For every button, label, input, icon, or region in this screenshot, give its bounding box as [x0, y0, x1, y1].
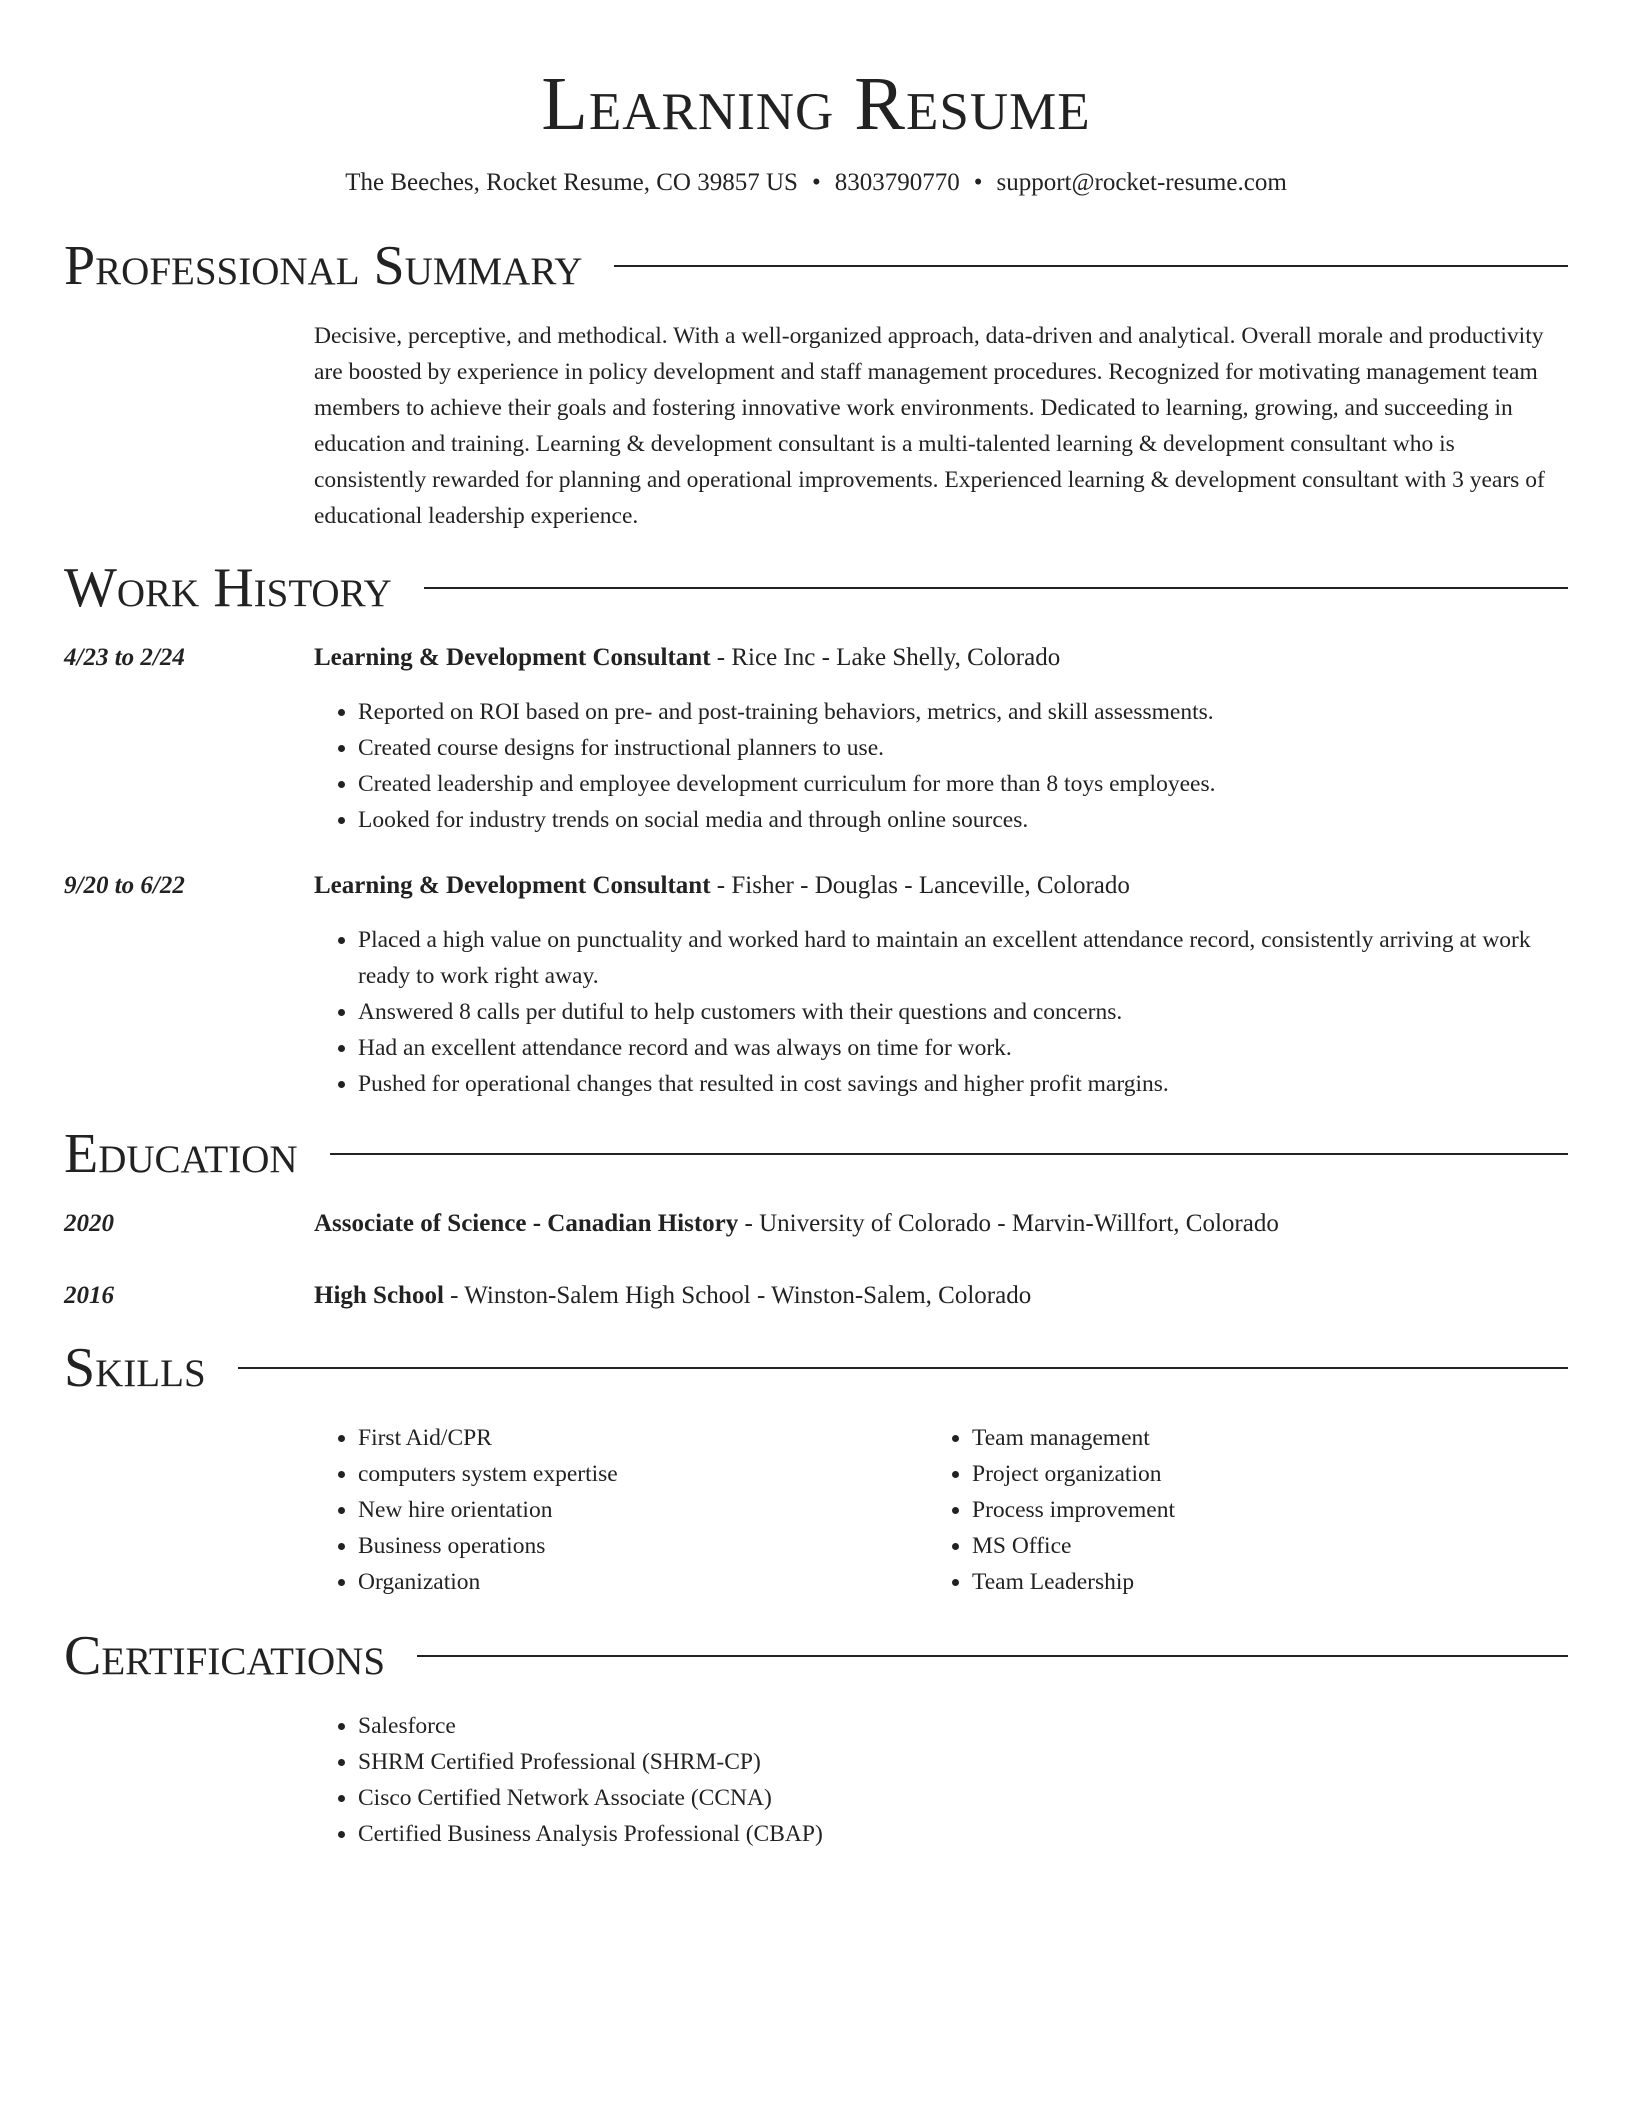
skills-heading: Skills — [64, 1337, 206, 1399]
skill-item: • Process improvement — [972, 1492, 1542, 1528]
skills-section-header — [64, 1336, 1568, 1400]
education-entry — [64, 1206, 1568, 1242]
education-degree: High School — [314, 1282, 444, 1309]
skill-item: • Team Leadership — [972, 1564, 1542, 1600]
section-divider — [614, 265, 1568, 267]
skill-item: • Organization — [358, 1564, 928, 1600]
skill-item: • Team management — [972, 1420, 1542, 1456]
skill-item: • New hire orientation — [358, 1492, 928, 1528]
contact-address: The Beeches, Rocket Resume, CO 39857 US — [345, 169, 798, 196]
job-bullet: • Created course designs for instructional planners to use. — [358, 730, 1568, 766]
job-bullet: • Placed a high value on punctuality and worked hard to maintain an excellent attendance record, consistently arriving at work ready to work right away. — [358, 922, 1568, 994]
job-body — [314, 868, 1568, 1102]
job-bullet: • Pushed for operational changes that resulted in cost savings and higher profit margins. — [358, 1066, 1568, 1102]
skills-grid — [314, 1420, 1568, 1600]
skill-item: • MS Office — [972, 1528, 1542, 1564]
education-year: 2020 — [64, 1210, 114, 1237]
education-entry — [64, 1278, 1568, 1314]
contact-separator: • — [973, 169, 983, 196]
certifications-list — [314, 1708, 1568, 1852]
job-title: Learning & Development Consultant — [314, 872, 711, 899]
job-details: - Rice Inc - Lake Shelly, Colorado — [710, 644, 1061, 671]
job-bullets — [314, 694, 1568, 838]
education-title-line — [314, 1206, 1279, 1242]
contact-separator: • — [811, 169, 821, 196]
job-title-line — [314, 640, 1568, 676]
job-bullets — [314, 922, 1568, 1102]
summary-text: Decisive, perceptive, and methodical. With a well-organized approach, data-driven and analytical. Overall morale and productivity are boosted by experience in policy development and staff management procedures. Recognized for motivating management team members to achieve their goals and fostering innovative work environments. Dedicated to learning, growing, and succeeding in education and training. Learning & development consultant is a multi-talented learning & development consultant who is consistently rewarded for planning and operational improvements. Experienced learning & development consultant with 3 years of educational leadership experience. — [314, 323, 1545, 529]
job-title: Learning & Development Consultant — [314, 644, 711, 671]
education-details: - Winston-Salem High School - Winston-Salem, Colorado — [443, 1282, 1032, 1309]
job-bullet: • Looked for industry trends on social media and through online sources. — [358, 802, 1568, 838]
section-divider — [238, 1367, 1568, 1369]
contact-phone: 8303790770 — [834, 169, 960, 196]
skill-item: • Project organization — [972, 1456, 1542, 1492]
job-bullet: • Had an excellent attendance record and was always on time for work. — [358, 1030, 1568, 1066]
certifications-heading: Certifications — [64, 1625, 386, 1687]
section-divider — [417, 1655, 1568, 1657]
certification-item: • Salesforce — [358, 1708, 1568, 1744]
summary-heading: Professional Summary — [64, 235, 583, 297]
education-degree: Associate of Science - Canadian History — [314, 1210, 739, 1237]
education-title-line — [314, 1278, 1031, 1314]
job-title-line — [314, 868, 1568, 904]
skill-item: • Business operations — [358, 1528, 928, 1564]
job-entry — [64, 640, 1568, 838]
job-bullet: • Reported on ROI based on pre- and post-training behaviors, metrics, and skill assessments. — [358, 694, 1568, 730]
certifications-block — [314, 1708, 1568, 1852]
work-heading: Work History — [64, 557, 392, 619]
education-details: - University of Colorado - Marvin-Willfort, Colorado — [738, 1210, 1279, 1237]
education-heading: Education — [64, 1123, 298, 1185]
contact-line — [64, 166, 1568, 200]
certification-item: • Cisco Certified Network Associate (CCNA) — [358, 1780, 1568, 1816]
certification-item: • SHRM Certified Professional (SHRM-CP) — [358, 1744, 1568, 1780]
resume-name: Learning Resume — [541, 62, 1091, 146]
job-details: - Fisher - Douglas - Lanceville, Colorado — [710, 872, 1130, 899]
skills-list-right — [928, 1420, 1542, 1600]
summary-section-header — [64, 234, 1568, 298]
education-year: 2016 — [64, 1282, 114, 1309]
job-bullet: • Created leadership and employee development curriculum for more than 8 toys employees. — [358, 766, 1568, 802]
skill-item: • First Aid/CPR — [358, 1420, 928, 1456]
certification-item: • Certified Business Analysis Professional (CBAP) — [358, 1816, 1568, 1852]
skill-item: • computers system expertise — [358, 1456, 928, 1492]
job-entry — [64, 868, 1568, 1102]
work-section-header — [64, 556, 1568, 620]
job-body — [314, 640, 1568, 838]
education-section-header — [64, 1122, 1568, 1186]
job-bullet: • Answered 8 calls per dutiful to help customers with their questions and concerns. — [358, 994, 1568, 1030]
certifications-section-header — [64, 1624, 1568, 1688]
contact-email: support@rocket-resume.com — [996, 169, 1287, 196]
section-divider — [330, 1153, 1568, 1155]
job-dates: 9/20 to 6/22 — [64, 872, 185, 899]
section-divider — [424, 587, 1568, 589]
skills-list-left — [314, 1420, 928, 1600]
job-dates: 4/23 to 2/24 — [64, 644, 185, 671]
